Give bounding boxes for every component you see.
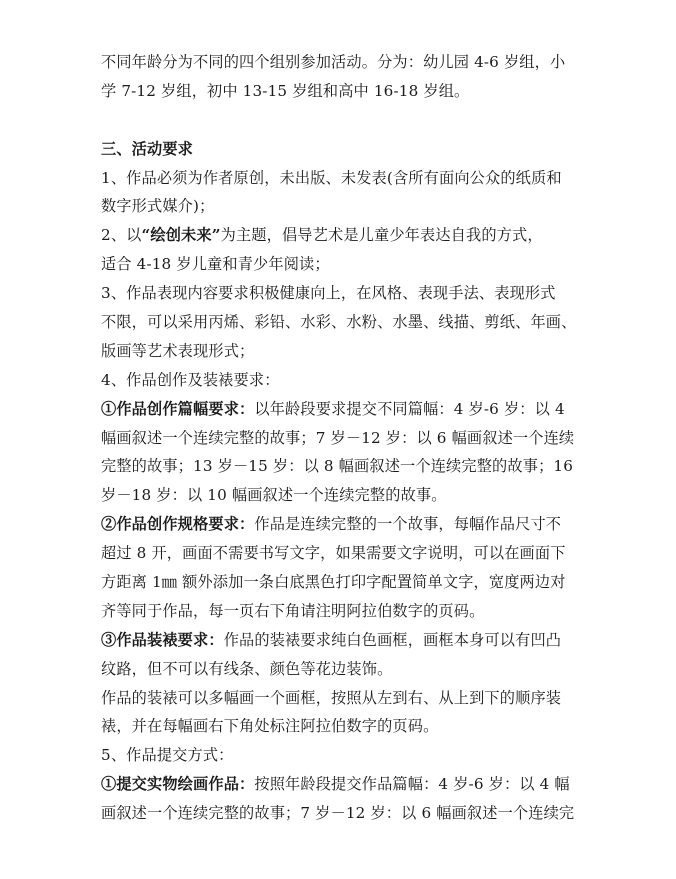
text-run: 适合 4-18 岁儿童和青少年阅读；: [101, 255, 330, 274]
text-line: [101, 279, 579, 308]
text-run: 按照年龄段提交作品篇幅：4 岁-6 岁：以 4 幅: [254, 775, 570, 794]
text-run: 纹路，但不可以有线条、颜色等花边装饰。: [101, 659, 393, 678]
paragraph: [101, 395, 579, 511]
paragraph: [101, 741, 579, 770]
bold-text-run: ②作品创作规格要求：: [101, 515, 255, 534]
text-line: [101, 539, 579, 568]
bold-text-run: 三、活动要求: [101, 139, 194, 158]
text-line: [101, 424, 579, 453]
text-line: [101, 684, 579, 713]
text-line: [101, 221, 579, 250]
text-line: [101, 597, 579, 626]
text-run: 不同年龄分为不同的四个组别参加活动。分为：幼儿园 4-6 岁组，小: [101, 53, 566, 71]
text-run: 齐等同于作品，每一页右下角请注明阿拉伯数字的页码。: [101, 601, 485, 620]
text-line: [101, 308, 579, 337]
text-line: [101, 192, 579, 221]
text-line: [101, 626, 579, 655]
text-run: 1、作品必须为作者原创，未出版、未发表(含所有面向公众的纸质和: [101, 168, 562, 187]
text-line: [101, 655, 579, 684]
text-run: 作品的装裱要求纯白色画框，画框本身可以有凹凸: [223, 630, 562, 649]
text-line: [101, 395, 579, 424]
text-run: 作品是连续完整的一个故事，每幅作品尺寸不: [254, 515, 562, 534]
bold-text-run: ①作品创作篇幅要求：: [101, 399, 255, 418]
text-run: 方距离 1㎜ 额外添加一条白底黑色打印字配置简单文字，宽度两边对: [101, 573, 566, 592]
text-run: 完整的故事；13 岁－15 岁：以 8 幅画叙述一个连续完整的故事；16: [101, 457, 574, 476]
paragraph: [101, 684, 579, 742]
text-line: [101, 135, 579, 164]
document-page: [101, 48, 579, 828]
text-run: 3、作品表现内容要求积极健康向上，在风格、表现手法、表现形式: [101, 284, 556, 303]
paragraph-gap: [101, 106, 579, 135]
text-line: [101, 712, 579, 741]
paragraph: [101, 510, 579, 626]
text-line: [101, 250, 579, 279]
text-run: 幅画叙述一个连续完整的故事；7 岁－12 岁：以 6 幅画叙述一个连续: [101, 428, 575, 447]
paragraph: [101, 135, 579, 164]
text-line: [101, 452, 579, 481]
text-line: [101, 48, 579, 77]
paragraph: [101, 626, 579, 684]
text-run: 2、以: [101, 226, 142, 245]
text-line: [101, 741, 579, 770]
text-run: 以年龄段要求提交不同篇幅：4 岁-6 岁：以 4: [254, 399, 565, 418]
text-line: [101, 164, 579, 193]
text-run: 数字形式媒介)；: [101, 197, 215, 216]
text-run: 学 7-12 岁组，初中 13-15 岁组和高中 16-18 岁组。: [101, 81, 470, 100]
paragraph: [101, 221, 579, 279]
text-line: [101, 799, 579, 828]
text-run: 为主题，倡导艺术是儿童少年表达自我的方式，: [220, 226, 543, 245]
text-line: [101, 366, 579, 395]
bold-text-run: ①提交实物绘画作品：: [101, 775, 255, 794]
text-run: 版画等艺术表现形式；: [101, 341, 255, 360]
text-run: 5、作品提交方式：: [101, 746, 234, 765]
text-run: 超过 8 开，画面不需要书写文字，如果需要文字说明，可以在画面下: [101, 544, 566, 563]
text-run: 岁－18 岁：以 10 幅画叙述一个连续完整的故事。: [101, 486, 447, 505]
paragraph: [101, 164, 579, 222]
text-line: [101, 568, 579, 597]
paragraph: [101, 48, 579, 106]
paragraph: [101, 770, 579, 828]
text-line: [101, 337, 579, 366]
text-line: [101, 510, 579, 539]
bold-text-run: “绘创未来”: [141, 226, 221, 245]
text-line: [101, 770, 579, 799]
bold-text-run: ③作品装裱要求：: [101, 630, 224, 649]
text-run: 不限，可以采用丙烯、彩铅、水彩、水粉、水墨、线描、剪纸、年画、: [101, 313, 577, 332]
text-line: [101, 481, 579, 510]
text-run: 画叙述一个连续完整的故事；7 岁－12 岁：以 6 幅画叙述一个连续完: [101, 804, 575, 823]
text-run: 作品的装裱可以多幅画一个画框，按照从左到右、从上到下的顺序装: [101, 688, 562, 707]
text-run: 裱，并在每幅画右下角处标注阿拉伯数字的页码。: [101, 717, 439, 736]
text-line: [101, 77, 579, 106]
paragraph: [101, 366, 579, 395]
text-run: 4、作品创作及装裱要求：: [101, 370, 280, 389]
paragraph: [101, 279, 579, 366]
